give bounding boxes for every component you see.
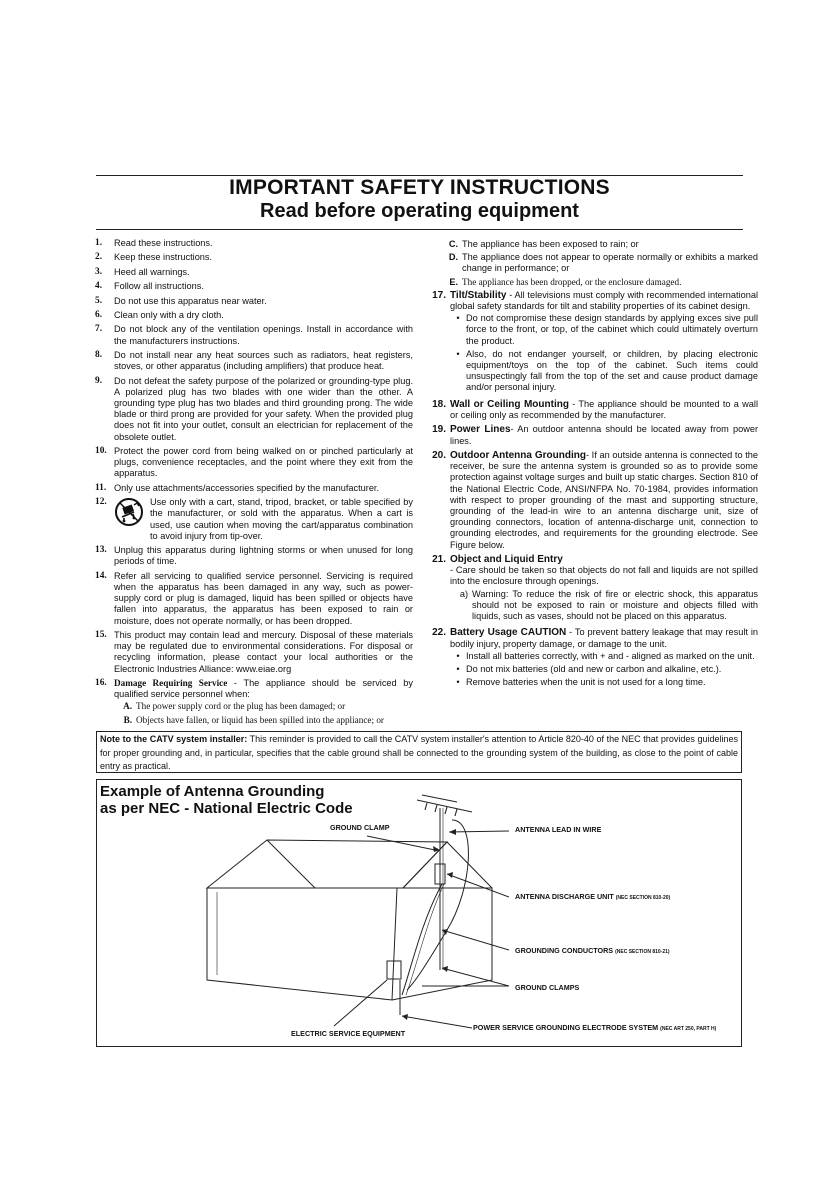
antenna-elements bbox=[417, 795, 472, 816]
bullet-item: • Install all batteries correctly, with + and - aligned as marked on the unit. bbox=[450, 651, 758, 662]
sub-item-a bbox=[114, 701, 413, 712]
instruction-item bbox=[95, 238, 413, 249]
item-number: 15. bbox=[95, 629, 107, 640]
grounding-conductors bbox=[402, 884, 442, 995]
sub-letter: B. bbox=[123, 714, 132, 725]
catv-installer-note bbox=[96, 731, 742, 773]
sub-item-d bbox=[440, 252, 758, 274]
left-column bbox=[95, 238, 413, 731]
item-text: Follow all instructions. bbox=[114, 281, 204, 292]
item-number: 10. bbox=[95, 445, 107, 456]
item-number: 3. bbox=[95, 266, 103, 277]
instruction-item bbox=[95, 310, 413, 321]
sub-text: The appliance has been exposed to rain; or bbox=[462, 239, 639, 249]
sub-letter: D. bbox=[448, 252, 458, 263]
page-subtitle: Read before operating equipment bbox=[260, 200, 579, 222]
sub-item-a bbox=[450, 589, 758, 623]
bullet-text: Do not compromise these design standards by applying exces sive pull force to the front, or top, of the cabinet which could ultimately overturn the product. bbox=[466, 313, 758, 346]
instruction-item bbox=[95, 252, 413, 263]
item-number: 11. bbox=[95, 482, 107, 493]
label-electric-service-equipment: ELECTRIC SERVICE EQUIPMENT bbox=[291, 1029, 406, 1038]
item-text: Do not block any of the ventilation openings. Install in accordance with the manufacturers instructions. bbox=[114, 324, 413, 346]
page-title: IMPORTANT SAFETY INSTRUCTIONS bbox=[229, 176, 610, 199]
instruction-item-17 bbox=[418, 290, 758, 396]
house-left-wall bbox=[207, 888, 397, 1000]
label-antenna-discharge-unit bbox=[515, 892, 670, 901]
item-number: 18. bbox=[432, 398, 446, 410]
instruction-item bbox=[95, 324, 413, 346]
sub-text: Warning: To reduce the risk of fire or electric shock, this apparatus should not be exposed to rain or moisture and objects filled with liquids, such as vases, should not be placed on this apparatus. bbox=[472, 588, 758, 622]
item-text: Only use attachments/accessories specified by the manufacturer. bbox=[114, 482, 380, 493]
label-ref: (NEC SECTION 810-20) bbox=[615, 895, 671, 901]
sub-letter: C. bbox=[448, 239, 458, 249]
house-roof bbox=[207, 840, 447, 888]
sub-text: The power supply cord or the plug has been damaged; or bbox=[136, 701, 346, 712]
item-text: - To prevent battery leakage that may result in bodily injury, property damage, or damage to the unit. bbox=[450, 627, 758, 649]
item-heading: Tilt/Stability bbox=[450, 289, 507, 301]
instruction-item bbox=[95, 350, 413, 372]
item-number: 19. bbox=[432, 424, 446, 436]
instruction-item-21 bbox=[418, 554, 758, 624]
sub-item-b bbox=[114, 715, 413, 726]
item-number: 8. bbox=[95, 349, 103, 360]
item-heading: Outdoor Antenna Grounding bbox=[450, 450, 586, 462]
item-number: 21. bbox=[432, 554, 446, 566]
sub-item-e bbox=[440, 277, 758, 288]
bullet-item: • Also, do not endanger yourself, or children, by placing electronic equipment/toys on the top of the cabinet. Such items could unsuspectingly fall from the top of the set and cause product damage and/or personal injury. bbox=[456, 348, 758, 393]
cart-tip-over-warning-icon bbox=[114, 497, 144, 527]
bullet-text: Install all batteries correctly, with + and - aligned as marked on the unit. bbox=[466, 650, 755, 661]
item-text: - If an outside antenna is connected to the receiver, be sure the antenna system is grounded so as to provide some protection against voltage surges and built up static charges. Section 810 of the National Electric Code, ANSI/NFPA No. 70-1984, provides information with respect to proper grounding of the mast and supporting structure, grounding of the lead-in wire to an antenna discharge unit, size of grounding connectors, location of antenna-discharge unit, connection to grounding electrodes, and requirements for the grounding electrode. See Figure below. bbox=[450, 450, 758, 550]
item-heading: Wall or Ceiling Mounting bbox=[450, 398, 569, 410]
sub-letter: a) bbox=[459, 588, 468, 599]
label-grounding-electrode-system bbox=[473, 1023, 716, 1032]
house-right-wall bbox=[392, 888, 492, 1000]
sub-text: The appliance does not appear to operate normally or exhibits a marked change in performance; or bbox=[462, 252, 758, 274]
bullet-text: Also, do not endanger yourself, or children, by placing electronic equipment/toys on the top of the cabinet. Such items could unsuspectingly fall from the top of the set and cause product damage and/or personal injury. bbox=[466, 348, 758, 393]
item-number: 4. bbox=[95, 281, 103, 292]
instruction-item bbox=[95, 446, 413, 480]
label-ground-clamp: GROUND CLAMP bbox=[330, 823, 390, 832]
sub-item-c bbox=[440, 239, 758, 250]
bullet-text: Do not mix batteries (old and new or carbon and alkaline, etc.). bbox=[466, 664, 722, 675]
instruction-item-12 bbox=[95, 497, 413, 542]
item-text: This product may contain lead and mercury. Disposal of these materials may be regulated due to environmental considerations. For disposal or recycling information, please contact your local authorities or the Electronic Industries Alliance: www.eiae.org bbox=[114, 629, 413, 674]
item-text: Clean only with a dry cloth. bbox=[114, 309, 224, 320]
item-text: Do not defeat the safety purpose of the polarized or grounding-type plug. A polarized plug has two blades with one wider than the other. A grounding type plug has two blades and third grounding prong. The wide blade or third prong are provided for your safety. When the provided plug does not fit into your outlet, consult an electrician for replacement of the obsolete outlet. bbox=[114, 375, 413, 442]
item-number: 13. bbox=[95, 545, 107, 556]
item-number: 20. bbox=[432, 450, 446, 462]
label-antenna-lead-in-wire: ANTENNA LEAD IN WIRE bbox=[515, 825, 602, 834]
sub-letter: E. bbox=[449, 276, 458, 287]
item-number: 7. bbox=[95, 324, 103, 335]
figure-title-line-1: Example of Antenna Grounding bbox=[100, 783, 325, 800]
bullet-item: • Do not mix batteries (old and new or carbon and alkaline, etc.). bbox=[450, 664, 758, 675]
instruction-item bbox=[95, 296, 413, 307]
item-heading: Damage Requiring Service bbox=[114, 677, 228, 688]
item-text: Unplug this apparatus during lightning storms or when unused for long periods of time. bbox=[114, 545, 413, 567]
item-text: - All televisions must comply with recommended international global safety standards for tilt and stability properties of its cabinet design. bbox=[450, 289, 758, 312]
sub-text: The appliance has been dropped, or the enclosure damaged. bbox=[462, 276, 682, 287]
header-rule bbox=[96, 229, 743, 230]
item-number: 22. bbox=[432, 627, 446, 639]
item-number: 5. bbox=[95, 295, 103, 306]
item-text: Use only with a cart, stand, tripod, bracket, or table specified by the manufacturer, or sold with the apparatus. When a cart is used, use caution when moving the cart/apparatus combination to avoid injury from tip-over. bbox=[150, 497, 413, 541]
item-text: Keep these instructions. bbox=[114, 252, 213, 263]
instruction-item bbox=[95, 545, 413, 567]
bullet-text: Remove batteries when the unit is not used for a long time. bbox=[466, 677, 706, 688]
item-number: 9. bbox=[95, 375, 103, 386]
instruction-list-a bbox=[95, 238, 413, 494]
instruction-item-22 bbox=[418, 627, 758, 690]
item-number: 1. bbox=[95, 238, 103, 248]
instruction-item bbox=[95, 376, 413, 443]
instruction-item bbox=[95, 483, 413, 494]
item-text: - The appliance should be mounted to a wall or ceiling only as recommended by the manufacturer. bbox=[450, 398, 758, 421]
item-text: Do not use this apparatus near water. bbox=[114, 295, 267, 306]
label-ref: (NEC SECTION 810-21) bbox=[615, 949, 670, 955]
house-antenna-diagram bbox=[97, 780, 743, 1048]
antenna-grounding-figure bbox=[96, 779, 742, 1047]
item-text: Heed all warnings. bbox=[114, 266, 190, 277]
note-text: This reminder is provided to call the CATV system installer's attention to Article 820-40 of the NEC that provides guidelines for proper grounding and, in particular, specifies that the cable ground shall be connected to the grounding system of the building, as close to the point of cable entry as practical. bbox=[100, 734, 738, 771]
instruction-item-19 bbox=[418, 424, 758, 446]
figure-title-line-2: as per NEC - National Electric Code bbox=[100, 800, 353, 817]
instruction-item-16 bbox=[95, 678, 413, 728]
note-lead: Note to the CATV system installer: bbox=[100, 734, 248, 744]
item-text: Protect the power cord from being walked on or pinched particularly at plugs, convenience receptacles, and the point where they exit from the apparatus. bbox=[114, 445, 413, 479]
item-text: Refer all servicing to qualified service personnel. Servicing is required when the apparatus has been damaged in any way, such as power-supply cord or plug is damaged, liquid has been spilled or objects have fallen into apparatus, the apparatus has been exposed to rain or moisture, does not operate normally, or has been dropped. bbox=[114, 570, 413, 626]
item-text: Read these instructions. bbox=[114, 238, 213, 248]
item-number: 17. bbox=[432, 289, 446, 301]
item-number: 6. bbox=[95, 309, 103, 320]
label-ref: (NEC ART 250, PART H) bbox=[660, 1026, 717, 1032]
sub-text: Objects have fallen, or liquid has been spilled into the appliance; or bbox=[136, 714, 384, 725]
item-number: 12. bbox=[95, 497, 107, 508]
label-grounding-conductors bbox=[515, 946, 670, 955]
item-number: 16. bbox=[95, 677, 107, 688]
instruction-item-20 bbox=[418, 450, 758, 551]
label-text: POWER SERVICE GROUNDING ELECTRODE SYSTEM bbox=[473, 1023, 659, 1032]
instruction-item bbox=[95, 571, 413, 627]
item-text: - The appliance should be serviced by qualified service personnel when: bbox=[114, 677, 413, 700]
right-column bbox=[418, 238, 758, 694]
sub-letter: A. bbox=[123, 701, 132, 712]
label-ground-clamps: GROUND CLAMPS bbox=[515, 983, 580, 992]
label-text: ANTENNA DISCHARGE UNIT bbox=[515, 892, 614, 901]
instruction-item-18 bbox=[418, 399, 758, 421]
item-text: - An outdoor antenna should be located away from power lines. bbox=[450, 424, 758, 446]
antenna-lead-in-wire bbox=[407, 820, 468, 990]
bullet-item: • Do not compromise these design standards by applying exces sive pull force to the front, or top, of the cabinet which could ultimately overturn the product. bbox=[456, 313, 758, 346]
label-text: GROUNDING CONDUCTORS bbox=[515, 946, 614, 955]
item-heading: Object and Liquid Entry bbox=[450, 554, 563, 566]
item-number: 14. bbox=[95, 570, 107, 581]
item-heading: Power Lines bbox=[450, 424, 511, 436]
instruction-item bbox=[95, 267, 413, 278]
item-text: - Care should be taken so that objects do not fall and liquids are not spilled into the enclosure through openings. bbox=[450, 565, 758, 587]
instruction-item bbox=[95, 281, 413, 292]
item-heading: Battery Usage CAUTION bbox=[450, 627, 567, 639]
instruction-item bbox=[95, 630, 413, 675]
item-number: 2. bbox=[95, 252, 103, 263]
item-text: Do not install near any heat sources such as radiators, heat registers, stoves, or other apparatus (including amplifiers) that produce heat. bbox=[114, 349, 413, 372]
instruction-list-b bbox=[95, 545, 413, 675]
bullet-item: • Remove batteries when the unit is not used for a long time. bbox=[450, 677, 758, 688]
